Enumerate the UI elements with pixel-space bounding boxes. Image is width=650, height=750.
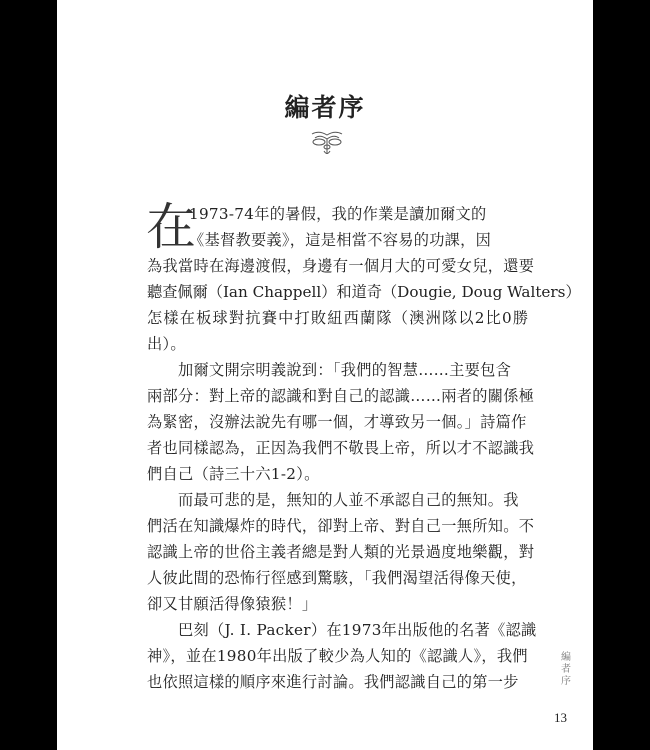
drop-cap: 在 (146, 198, 196, 256)
chapter-title: 編者序 (284, 93, 366, 122)
text-line: 巴刻（J. I. Packer）在1973年出版他的名著《認識 (178, 621, 537, 639)
text-line: 1973-74年的暑假，我的作業是讀加爾文的 (189, 205, 487, 223)
book-page (57, 0, 593, 750)
text-line: 者也同樣認為，正因為我們不敬畏上帝，所以才不認識我 (147, 439, 535, 457)
text-line: 兩部分：對上帝的認識和對自己的認識……兩者的關係極 (147, 387, 535, 405)
preface-body (146, 198, 581, 695)
side-label-char: 編 (561, 652, 571, 663)
text-line: 加爾文開宗明義說到：「我們的智慧……主要包含 (178, 361, 512, 379)
text-line: 卻又甘願活得像猿猴！」 (147, 595, 318, 613)
running-section-label (559, 652, 573, 688)
text-line: 們活在知識爆炸的時代，卻對上帝、對自己一無所知。不 (147, 517, 535, 535)
text-line: 神》，並在1980年出版了較少為人知的《認識人》，我們 (147, 647, 528, 665)
text-line: 也依照這樣的順序來進行討論。我們認識自己的第一步 (147, 673, 519, 691)
text-line: 們自己（詩三十六1-2）。 (147, 465, 320, 483)
page-number: 13 (554, 710, 567, 725)
text-line: 出）。 (147, 335, 186, 353)
text-line: 為我當時在海邊渡假，身邊有一個月大的可愛女兒，還要 (147, 257, 535, 275)
text-line: 人彼此間的恐怖行徑感到驚駭，「我們渴望活得像天使， (147, 569, 527, 587)
side-label-char: 序 (561, 676, 571, 687)
text-line: 《基督教要義》，這是相當不容易的功課，因 (189, 231, 492, 249)
text-line: 怎樣在板球對抗賽中打敗紐西蘭隊（澳洲隊以2比0勝 (147, 309, 530, 327)
fleuron-ornament-icon (310, 129, 344, 157)
text-line: 而最可悲的是，無知的人並不承認自己的無知。我 (178, 491, 519, 509)
text-line: 認識上帝的世俗主義者總是對人類的光景過度地樂觀，對 (147, 543, 535, 561)
text-line: 為緊密，沒辦法說先有哪一個，才導致另一個。」詩篇作 (147, 413, 527, 431)
side-label-char: 者 (561, 664, 571, 675)
text-line: 聽查佩爾（Ian Chappell）和道奇（Dougie, Doug Walters） (147, 283, 581, 301)
